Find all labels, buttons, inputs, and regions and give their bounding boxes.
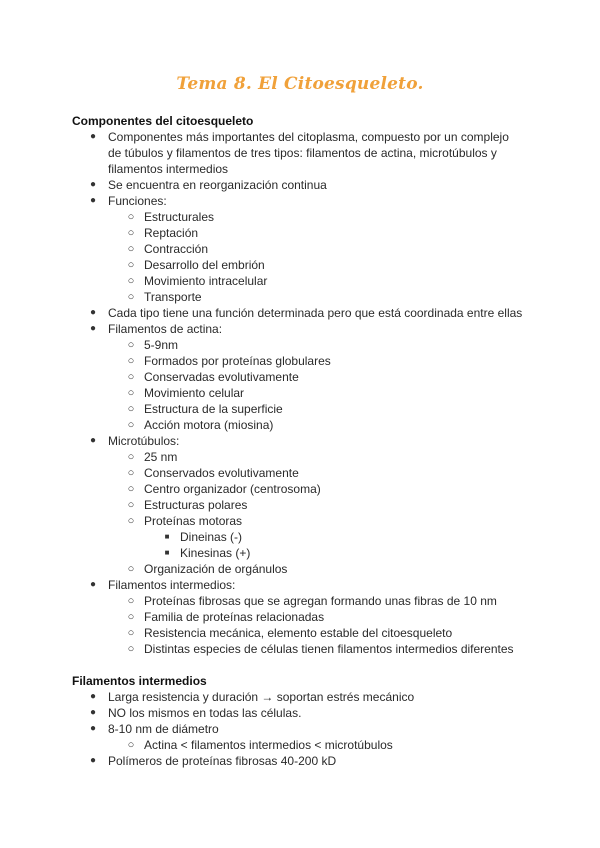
bullet-marker: ○	[127, 643, 135, 655]
bullet-marker: ○	[127, 227, 135, 239]
list-item	[72, 609, 542, 625]
section-spacer	[72, 657, 542, 673]
list-item-text: Dineinas (-)	[180, 530, 243, 544]
bullet-list-filamentos-intermedios	[72, 689, 542, 769]
list-item-text: Familia de proteínas relacionadas	[144, 610, 325, 624]
list-item	[72, 433, 542, 449]
list-item-text: Conservadas evolutivamente	[144, 370, 299, 384]
list-item	[72, 129, 542, 145]
list-item	[72, 497, 542, 513]
list-item-text: Proteínas fibrosas que se agregan formando unas fibras de 10 nm	[144, 594, 497, 608]
list-item-text: Funciones:	[108, 194, 167, 208]
bullet-marker: ○	[127, 627, 135, 639]
list-item-text: Movimiento celular	[144, 386, 245, 400]
list-item-text: Larga resistencia y duración → soportan estrés mecánico	[108, 690, 415, 704]
list-item-text: Filamentos de actina:	[108, 322, 223, 336]
bullet-marker: ○	[127, 483, 135, 495]
list-item	[72, 161, 542, 177]
bullet-marker: ●	[89, 131, 97, 142]
list-item-text: Estructuras polares	[144, 498, 248, 512]
bullet-marker: ●	[89, 323, 97, 334]
list-item	[72, 193, 542, 209]
document-body	[72, 113, 542, 769]
list-item-text: Organización de orgánulos	[144, 562, 288, 576]
bullet-marker: ●	[89, 707, 97, 718]
list-item	[72, 561, 542, 577]
bullet-marker: ○	[127, 211, 135, 223]
list-item-text: Formados por proteínas globulares	[144, 354, 331, 368]
bullet-marker: ●	[89, 435, 97, 446]
list-item-text: Actina < filamentos intermedios < microtúbulos	[144, 738, 393, 752]
bullet-marker: ○	[127, 259, 135, 271]
list-item-text: Movimiento intracelular	[144, 274, 268, 288]
list-item	[72, 545, 542, 561]
list-item-text: Acción motora (miosina)	[144, 418, 274, 432]
list-item-text: Cada tipo tiene una función determinada pero que está coordinada entre ellas	[108, 306, 523, 320]
list-item-text: 25 nm	[144, 450, 178, 464]
bullet-marker: ○	[127, 371, 135, 383]
bullet-marker: ●	[89, 755, 97, 766]
list-item-text: Transporte	[144, 290, 202, 304]
bullet-marker: ○	[127, 403, 135, 415]
bullet-marker: ■	[164, 532, 170, 541]
list-item-text: Desarrollo del embrión	[144, 258, 265, 272]
list-item	[72, 577, 542, 593]
list-item	[72, 225, 542, 241]
bullet-marker: ●	[89, 691, 97, 702]
section-heading-filamentos-intermedios: Filamentos intermedios	[72, 674, 207, 688]
list-item	[72, 737, 542, 753]
list-item	[72, 369, 542, 385]
list-item	[72, 353, 542, 369]
list-item-text: Resistencia mecánica, elemento estable del citoesqueleto	[144, 626, 453, 640]
bullet-marker: ○	[127, 563, 135, 575]
list-item-text: de túbulos y filamentos de tres tipos: filamentos de actina, microtúbulos y	[108, 146, 497, 160]
bullet-marker: ○	[127, 275, 135, 287]
bullet-marker: ●	[89, 195, 97, 206]
list-item-text: NO los mismos en todas las células.	[108, 706, 302, 720]
list-item	[72, 689, 542, 705]
list-item-text: Polímeros de proteínas fibrosas 40-200 kD	[108, 754, 337, 768]
list-item	[72, 385, 542, 401]
bullet-marker: ○	[127, 611, 135, 623]
bullet-marker: ○	[127, 499, 135, 511]
list-item	[72, 529, 542, 545]
list-item-text: Centro organizador (centrosoma)	[144, 482, 321, 496]
list-item-text: Conservados evolutivamente	[144, 466, 299, 480]
bullet-marker: ○	[127, 387, 135, 399]
list-item-text: Se encuentra en reorganización continua	[108, 178, 327, 192]
bullet-list-componentes	[72, 129, 542, 657]
bullet-marker: ○	[127, 243, 135, 255]
list-item	[72, 289, 542, 305]
bullet-marker: ○	[127, 595, 135, 607]
list-item	[72, 209, 542, 225]
list-item-text: 5-9nm	[144, 338, 179, 352]
list-item	[72, 305, 542, 321]
list-item-text: Distintas especies de células tienen filamentos intermedios diferentes	[144, 642, 514, 656]
list-item	[72, 641, 542, 657]
list-item	[72, 401, 542, 417]
list-item	[72, 465, 542, 481]
list-item	[72, 449, 542, 465]
bullet-marker: ●	[89, 579, 97, 590]
bullet-marker: ○	[127, 355, 135, 367]
list-item-text: Estructura de la superficie	[144, 402, 283, 416]
section-heading-componentes: Componentes del citoesqueleto	[72, 114, 254, 128]
list-item-text: filamentos intermedios	[108, 162, 229, 176]
list-item	[72, 417, 542, 433]
list-item	[72, 753, 542, 769]
list-item	[72, 145, 542, 161]
bullet-marker: ○	[127, 739, 135, 751]
list-item	[72, 481, 542, 497]
list-item	[72, 321, 542, 337]
bullet-marker: ●	[89, 723, 97, 734]
list-item	[72, 625, 542, 641]
list-item	[72, 337, 542, 353]
list-item-text: Microtúbulos:	[108, 434, 180, 448]
list-item	[72, 705, 542, 721]
bullet-marker: ○	[127, 515, 135, 527]
bullet-marker: ●	[89, 307, 97, 318]
bullet-marker: ○	[127, 339, 135, 351]
list-item	[72, 177, 542, 193]
list-item	[72, 241, 542, 257]
bullet-marker: ○	[127, 291, 135, 303]
bullet-marker: ○	[127, 451, 135, 463]
bullet-marker: ○	[127, 419, 135, 431]
bullet-marker: ○	[127, 467, 135, 479]
bullet-marker: ■	[164, 548, 170, 557]
list-item	[72, 721, 542, 737]
list-item-text: Filamentos intermedios:	[108, 578, 236, 592]
list-item-text: Estructurales	[144, 210, 215, 224]
list-item	[72, 257, 542, 273]
list-item-text: Contracción	[144, 242, 209, 256]
list-item	[72, 273, 542, 289]
list-item-text: Proteínas motoras	[144, 514, 243, 528]
list-item	[72, 593, 542, 609]
list-item-text: Componentes más importantes del citoplasma, compuesto por un complejo	[108, 130, 509, 144]
page-title: Tema 8. El Citoesqueleto.	[176, 74, 424, 94]
bullet-marker: ●	[89, 179, 97, 190]
list-item-text: Kinesinas (+)	[180, 546, 251, 560]
list-item	[72, 513, 542, 529]
list-item-text: Reptación	[144, 226, 199, 240]
list-item-text: 8-10 nm de diámetro	[108, 722, 219, 736]
